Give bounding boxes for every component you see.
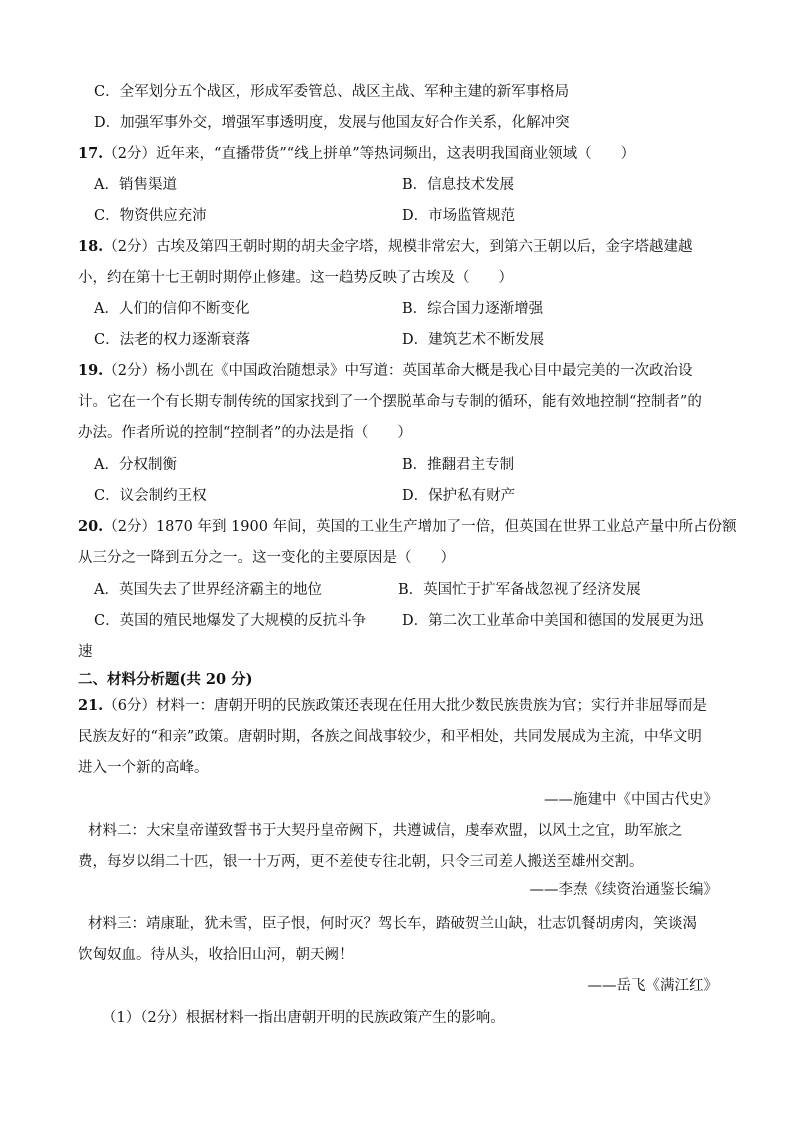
q20-option-a: A．英国失去了世界经济霸主的地位 (94, 582, 322, 598)
q21-material3-line2: 饮匈奴血。待从头，收拾旧山河，朝天阙！ (78, 947, 354, 963)
q20-stem-line1 (78, 517, 737, 537)
q17-option-b: B．信息技术发展 (402, 177, 515, 193)
q19-stem-line3: 办法。作者所说的控制“控制者”的办法是指（ ） (78, 425, 412, 441)
q21-material2-line2: 费，每岁以绢二十匹，银一十万两，更不差使专往北朝，只令三司差人搬送至雄州交割。 (78, 854, 644, 870)
q18-number: 18. (78, 238, 104, 255)
q18-option-c: C．法老的权力逐渐衰落 (94, 332, 251, 348)
q20-option-b: B．英国忙于扩军备战忽视了经济发展 (398, 582, 641, 598)
q18-option-b: B．综合国力逐渐增强 (402, 301, 544, 317)
q16-option-c: C．全军划分五个战区，形成军委管总、战区主战、军种主建的新军事格局 (94, 84, 570, 100)
q20-number: 20. (78, 518, 104, 535)
q21-source1: ——施建中《中国古代史》 (544, 792, 718, 808)
q17-option-a: A．销售渠道 (94, 177, 177, 193)
q20-option-d: D．第二次工业革命中美国和德国的发展更为迅 (402, 613, 704, 629)
section-heading: 二、材料分析题(共 20 分) (78, 671, 253, 688)
q20-stem-text1: （2分）1870 年到 1900 年间，英国的工业生产增加了一倍，但英国在世界工业总产量中所占份额 (103, 519, 737, 535)
q17-number: 17. (78, 145, 104, 162)
q19-option-d: D．保护私有财产 (402, 488, 516, 504)
q21-subquestion1: （1）（2分）根据材料一指出唐朝开明的民族政策产生的影响。 (102, 1010, 505, 1026)
q21-source2: ——李焘《续资治通鉴长编》 (529, 882, 718, 898)
q17-option-c: C．物资供应充沛 (94, 208, 207, 224)
q21-material1-line2: 民族友好的“和亲”政策。唐朝时期，各族之间战事较少，和平相处，共同发展成为主流，中华文明 (78, 729, 702, 745)
q18-option-d: D．建筑艺术不断发展 (402, 332, 545, 348)
q21-material1-line1 (78, 696, 718, 716)
q20-stem-line2: 从三分之一降到五分之一。这一变化的主要原因是（ ） (78, 550, 455, 566)
q19-option-b: B．推翻君主专制 (402, 457, 515, 473)
q20-option-c: C．英国的殖民地爆发了大规模的反抗斗争 (94, 613, 367, 629)
q21-material2-line1: 材料二：大宋皇帝谨致誓书于大契丹皇帝阙下，共遵诚信，虔奉欢盟，以风土之宜，助军旅之 (88, 823, 683, 839)
q17-stem-text: （2分）近年来，“直播带货”“线上拼单”等热词频出，这表明我国商业领域（ ） (103, 146, 636, 162)
q18-option-a: A．人们的信仰不断变化 (94, 301, 250, 317)
q21-number: 21. (78, 697, 104, 714)
q18-stem-line2: 小，约在第十七王朝时期停止修建。这一趋势反映了古埃及（ ） (78, 270, 513, 286)
q16-option-d: D．加强军事外交，增强军事透明度，发展与他国友好合作关系，化解冲突 (94, 115, 570, 131)
q19-stem-text1: （2分）杨小凯在《中国政治随想录》中写道：英国革命大概是我心目中最完美的一次政治设 (103, 363, 693, 379)
q19-option-a: A．分权制衡 (94, 457, 177, 473)
q19-option-c: C．议会制约王权 (94, 488, 207, 504)
q17-stem (78, 144, 718, 164)
q21-material3-line1: 材料三：靖康耻，犹未雪，臣子恨，何时灭？驾长车，踏破贺兰山缺，壮志饥餐胡虏肉，笑谈渴 (88, 916, 697, 932)
q19-stem-line1 (78, 361, 718, 381)
q18-stem-line1 (78, 237, 718, 257)
q18-stem-text1: （2分）古埃及第四王朝时期的胡夫金字塔，规模非常宏大，到第六王朝以后，金字塔越建越 (103, 239, 693, 255)
q20-option-d-wrap: 速 (78, 644, 93, 660)
q19-stem-line2: 计。它在一个有长期专制传统的国家找到了一个摆脱革命与专制的循环，能有效地控制“控制者”的 (78, 394, 702, 410)
q21-material1-line3: 进入一个新的高峰。 (78, 760, 209, 776)
q19-number: 19. (78, 362, 104, 379)
q21-material1-text1: （6分）材料一：唐朝开明的民族政策还表现在任用大批少数民族贵族为官；实行并非屈辱而是 (103, 698, 707, 714)
q17-option-d: D．市场监管规范 (402, 208, 516, 224)
q21-source3: ——岳飞《满江红》 (587, 978, 718, 994)
